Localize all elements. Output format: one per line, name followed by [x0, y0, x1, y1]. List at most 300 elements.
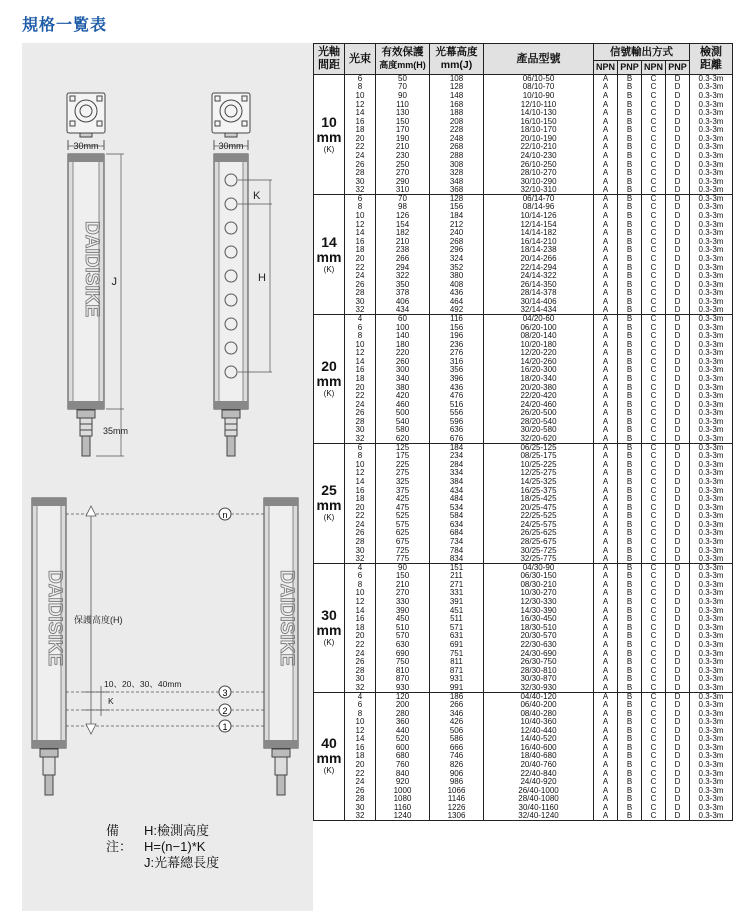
output-cell: C: [642, 684, 666, 693]
protect-height-cell: 210: [376, 143, 430, 152]
table-row: [314, 358, 733, 367]
output-cell: C: [642, 478, 666, 487]
protect-height-cell: 60: [376, 315, 430, 324]
beams-cell: 18: [345, 752, 376, 761]
curtain-length-cell: 284: [430, 461, 484, 470]
beams-cell: 20: [345, 255, 376, 264]
table-row: [314, 195, 733, 204]
pitch-cell: 20 mm (K): [314, 315, 345, 444]
output-cell: D: [666, 503, 690, 512]
protect-height-cell: 126: [376, 212, 430, 221]
protect-height-cell: 275: [376, 469, 430, 478]
output-cell: B: [618, 340, 642, 349]
model-cell: 22/14-294: [484, 263, 594, 272]
model-cell: 20/20-380: [484, 383, 594, 392]
protect-height-cell: 350: [376, 280, 430, 289]
note-line: H=(n−1)*K: [144, 839, 206, 854]
beams-cell: 12: [345, 220, 376, 229]
model-cell: 08/10-70: [484, 83, 594, 92]
output-cell: A: [594, 503, 618, 512]
distance-cell: 0.3-3m: [690, 461, 733, 470]
distance-cell: 0.3-3m: [690, 486, 733, 495]
distance-cell: 0.3-3m: [690, 100, 733, 109]
output-cell: B: [618, 786, 642, 795]
protect-height-cell: 325: [376, 478, 430, 487]
beams-cell: 28: [345, 418, 376, 427]
table-row: [314, 366, 733, 375]
protect-height-cell: 322: [376, 272, 430, 281]
output-cell: D: [666, 75, 690, 84]
table-row: [314, 298, 733, 307]
curtain-length-cell: 346: [430, 709, 484, 718]
marker-n: n: [222, 510, 228, 520]
distance-cell: 0.3-3m: [690, 195, 733, 204]
protect-height-cell: 182: [376, 229, 430, 238]
protect-height-cell: 725: [376, 546, 430, 555]
model-cell: 20/14-266: [484, 255, 594, 264]
table-row: [314, 186, 733, 195]
output-cell: A: [594, 804, 618, 813]
distance-cell: 0.3-3m: [690, 435, 733, 444]
output-cell: A: [594, 375, 618, 384]
table-row: [314, 709, 733, 718]
beams-cell: 30: [345, 675, 376, 684]
distance-cell: 0.3-3m: [690, 744, 733, 753]
curtain-length-cell: 316: [430, 358, 484, 367]
protect-height-cell: 90: [376, 563, 430, 572]
output-cell: B: [618, 555, 642, 564]
beams-cell: 32: [345, 684, 376, 693]
beams-cell: 8: [345, 332, 376, 341]
protect-height-cell: 98: [376, 203, 430, 212]
header-npn-2: NPN: [642, 61, 666, 75]
output-cell: D: [666, 486, 690, 495]
beams-cell: 10: [345, 340, 376, 349]
curtain-length-cell: 826: [430, 761, 484, 770]
beams-cell: 16: [345, 486, 376, 495]
model-cell: 24/25-575: [484, 521, 594, 530]
output-cell: C: [642, 804, 666, 813]
output-cell: C: [642, 272, 666, 281]
beams-cell: 30: [345, 546, 376, 555]
curtain-length-cell: 906: [430, 769, 484, 778]
protect-height-cell: 310: [376, 186, 430, 195]
output-cell: B: [618, 615, 642, 624]
distance-cell: 0.3-3m: [690, 675, 733, 684]
protect-height-cell: 170: [376, 126, 430, 135]
output-cell: A: [594, 75, 618, 84]
output-cell: C: [642, 692, 666, 701]
distance-cell: 0.3-3m: [690, 692, 733, 701]
beams-cell: 4: [345, 692, 376, 701]
model-cell: 28/10-270: [484, 169, 594, 178]
beams-cell: 24: [345, 272, 376, 281]
output-cell: B: [618, 298, 642, 307]
model-cell: 18/40-680: [484, 752, 594, 761]
notes-label: 備注：: [106, 823, 133, 854]
model-cell: 28/14-378: [484, 289, 594, 298]
spec-table-body: [314, 75, 733, 821]
curtain-length-cell: 348: [430, 177, 484, 186]
output-cell: D: [666, 375, 690, 384]
distance-cell: 0.3-3m: [690, 117, 733, 126]
beams-cell: 12: [345, 349, 376, 358]
table-row: [314, 624, 733, 633]
output-cell: C: [642, 452, 666, 461]
table-row: [314, 443, 733, 452]
output-cell: D: [666, 495, 690, 504]
beams-cell: 30: [345, 177, 376, 186]
distance-cell: 0.3-3m: [690, 280, 733, 289]
table-row: [314, 744, 733, 753]
output-cell: A: [594, 177, 618, 186]
beams-cell: 4: [345, 315, 376, 324]
output-cell: C: [642, 75, 666, 84]
protect-height-cell: 180: [376, 340, 430, 349]
sensor-pair-left: [32, 498, 66, 795]
sensor-side-top: [212, 93, 250, 137]
output-cell: B: [618, 212, 642, 221]
curtain-length-cell: 1066: [430, 786, 484, 795]
brand-watermark-left: DAIDISIKE: [44, 569, 65, 667]
output-cell: B: [618, 203, 642, 212]
output-cell: B: [618, 701, 642, 710]
model-cell: 12/20-220: [484, 349, 594, 358]
output-cell: A: [594, 195, 618, 204]
table-row: [314, 812, 733, 821]
output-cell: B: [618, 92, 642, 101]
output-cell: A: [594, 220, 618, 229]
protect-height-cell: 440: [376, 726, 430, 735]
output-cell: A: [594, 675, 618, 684]
distance-cell: 0.3-3m: [690, 778, 733, 787]
model-cell: 04/20-60: [484, 315, 594, 324]
output-cell: D: [666, 400, 690, 409]
output-cell: C: [642, 615, 666, 624]
curtain-length-cell: 248: [430, 135, 484, 144]
table-row: [314, 572, 733, 581]
output-cell: B: [618, 126, 642, 135]
output-cell: B: [618, 358, 642, 367]
beams-cell: 8: [345, 452, 376, 461]
output-cell: C: [642, 298, 666, 307]
output-cell: B: [618, 469, 642, 478]
protect-height-cell: 425: [376, 495, 430, 504]
curtain-length-cell: 516: [430, 400, 484, 409]
protect-height-cell: 330: [376, 598, 430, 607]
distance-cell: 0.3-3m: [690, 375, 733, 384]
distance-cell: 0.3-3m: [690, 340, 733, 349]
distance-cell: 0.3-3m: [690, 203, 733, 212]
output-cell: D: [666, 752, 690, 761]
output-cell: A: [594, 709, 618, 718]
beams-cell: 8: [345, 709, 376, 718]
distance-cell: 0.3-3m: [690, 263, 733, 272]
output-cell: A: [594, 615, 618, 624]
model-cell: 22/20-420: [484, 392, 594, 401]
output-cell: C: [642, 761, 666, 770]
output-cell: A: [594, 563, 618, 572]
output-cell: C: [642, 358, 666, 367]
output-cell: A: [594, 306, 618, 315]
output-cell: B: [618, 641, 642, 650]
model-cell: 30/14-406: [484, 298, 594, 307]
output-cell: A: [594, 795, 618, 804]
curtain-length-cell: 268: [430, 143, 484, 152]
output-cell: A: [594, 744, 618, 753]
model-cell: 18/30-510: [484, 624, 594, 633]
protect-height-cell: 840: [376, 769, 430, 778]
protect-height-cell: 760: [376, 761, 430, 770]
beams-cell: 14: [345, 735, 376, 744]
model-cell: 26/40-1000: [484, 786, 594, 795]
curtain-length-cell: 156: [430, 323, 484, 332]
output-cell: D: [666, 512, 690, 521]
protect-height-cell: 360: [376, 718, 430, 727]
output-cell: B: [618, 383, 642, 392]
output-cell: B: [618, 100, 642, 109]
distance-cell: 0.3-3m: [690, 143, 733, 152]
protect-height-cell: 100: [376, 323, 430, 332]
model-cell: 06/25-125: [484, 443, 594, 452]
output-cell: A: [594, 435, 618, 444]
beams-cell: 18: [345, 126, 376, 135]
pair-label-k: K: [108, 696, 114, 706]
distance-cell: 0.3-3m: [690, 383, 733, 392]
output-cell: C: [642, 143, 666, 152]
curtain-length-cell: 931: [430, 675, 484, 684]
output-cell: C: [642, 237, 666, 246]
table-row: [314, 478, 733, 487]
beams-cell: 32: [345, 306, 376, 315]
output-cell: B: [618, 169, 642, 178]
output-cell: B: [618, 795, 642, 804]
output-cell: D: [666, 169, 690, 178]
distance-cell: 0.3-3m: [690, 186, 733, 195]
output-cell: D: [666, 461, 690, 470]
header-beams: 光束: [345, 44, 376, 75]
output-cell: C: [642, 400, 666, 409]
output-cell: C: [642, 495, 666, 504]
distance-cell: 0.3-3m: [690, 92, 733, 101]
output-cell: A: [594, 383, 618, 392]
output-cell: D: [666, 323, 690, 332]
distance-cell: 0.3-3m: [690, 529, 733, 538]
brand-watermark: DAIDISIKE: [81, 220, 102, 318]
output-cell: C: [642, 349, 666, 358]
beams-cell: 24: [345, 778, 376, 787]
label-j: J: [111, 276, 117, 288]
marker-2: 2: [222, 706, 228, 716]
output-cell: D: [666, 255, 690, 264]
table-row: [314, 581, 733, 590]
output-cell: B: [618, 75, 642, 84]
output-cell: A: [594, 812, 618, 821]
pitch-cell: 30 mm (K): [314, 563, 345, 692]
curtain-length-cell: 212: [430, 220, 484, 229]
table-row: [314, 684, 733, 693]
protect-height-cell: 1000: [376, 786, 430, 795]
table-row: [314, 649, 733, 658]
output-cell: B: [618, 486, 642, 495]
protect-height-cell: 130: [376, 109, 430, 118]
output-cell: C: [642, 315, 666, 324]
protect-height-cell: 920: [376, 778, 430, 787]
beams-cell: 4: [345, 563, 376, 572]
model-cell: 18/14-238: [484, 246, 594, 255]
output-cell: D: [666, 812, 690, 821]
output-cell: A: [594, 624, 618, 633]
output-cell: C: [642, 443, 666, 452]
beams-cell: 10: [345, 589, 376, 598]
beams-cell: 22: [345, 263, 376, 272]
protect-height-cell: 930: [376, 684, 430, 693]
output-cell: D: [666, 435, 690, 444]
table-row: [314, 203, 733, 212]
output-cell: D: [666, 529, 690, 538]
output-cell: C: [642, 152, 666, 161]
output-cell: C: [642, 812, 666, 821]
output-cell: A: [594, 117, 618, 126]
output-cell: D: [666, 478, 690, 487]
output-cell: D: [666, 220, 690, 229]
distance-cell: 0.3-3m: [690, 332, 733, 341]
header-protect-height: 有效保護 高度mm(H): [376, 44, 430, 75]
model-cell: 18/25-425: [484, 495, 594, 504]
output-cell: D: [666, 195, 690, 204]
curtain-length-cell: 331: [430, 589, 484, 598]
output-cell: D: [666, 340, 690, 349]
protect-height-cell: 870: [376, 675, 430, 684]
output-cell: A: [594, 212, 618, 221]
output-cell: D: [666, 306, 690, 315]
output-cell: D: [666, 383, 690, 392]
dim-30-right: 30mm: [218, 141, 244, 151]
beams-cell: 6: [345, 701, 376, 710]
protect-height-cell: 90: [376, 92, 430, 101]
table-row: [314, 75, 733, 84]
model-cell: 20/10-190: [484, 135, 594, 144]
beams-cell: 6: [345, 75, 376, 84]
output-cell: A: [594, 426, 618, 435]
distance-cell: 0.3-3m: [690, 701, 733, 710]
beams-cell: 26: [345, 529, 376, 538]
output-cell: B: [618, 195, 642, 204]
beams-cell: 20: [345, 135, 376, 144]
table-row: [314, 658, 733, 667]
curtain-length-cell: 266: [430, 701, 484, 710]
beams-cell: 30: [345, 804, 376, 813]
beams-cell: 16: [345, 615, 376, 624]
distance-cell: 0.3-3m: [690, 366, 733, 375]
curtain-length-cell: 184: [430, 212, 484, 221]
beams-cell: 26: [345, 280, 376, 289]
output-cell: B: [618, 666, 642, 675]
beams-cell: 32: [345, 435, 376, 444]
output-cell: C: [642, 160, 666, 169]
table-row: [314, 229, 733, 238]
output-cell: A: [594, 100, 618, 109]
output-cell: A: [594, 280, 618, 289]
protect-height-cell: 625: [376, 529, 430, 538]
model-cell: 16/10-150: [484, 117, 594, 126]
output-cell: A: [594, 152, 618, 161]
protect-height-cell: 270: [376, 589, 430, 598]
output-cell: D: [666, 778, 690, 787]
output-cell: D: [666, 212, 690, 221]
output-cell: A: [594, 512, 618, 521]
curtain-length-cell: 271: [430, 581, 484, 590]
beams-cell: 26: [345, 658, 376, 667]
curtain-length-cell: 534: [430, 503, 484, 512]
curtain-length-cell: 391: [430, 598, 484, 607]
protect-height-cell: 210: [376, 237, 430, 246]
output-cell: B: [618, 718, 642, 727]
distance-cell: 0.3-3m: [690, 563, 733, 572]
protect-height-cell: 580: [376, 426, 430, 435]
curtain-length-cell: 492: [430, 306, 484, 315]
beams-cell: 20: [345, 503, 376, 512]
header-output: 信號輸出方式: [594, 44, 690, 61]
output-cell: C: [642, 246, 666, 255]
model-cell: 16/25-375: [484, 486, 594, 495]
output-cell: B: [618, 752, 642, 761]
distance-cell: 0.3-3m: [690, 177, 733, 186]
table-row: [314, 392, 733, 401]
output-cell: C: [642, 598, 666, 607]
output-cell: B: [618, 435, 642, 444]
output-cell: C: [642, 126, 666, 135]
header-curtain-length: 光幕高度 mm(J): [430, 44, 484, 75]
distance-cell: 0.3-3m: [690, 624, 733, 633]
output-cell: B: [618, 375, 642, 384]
output-cell: B: [618, 263, 642, 272]
curtain-length-cell: 356: [430, 366, 484, 375]
protect-height-cell: 406: [376, 298, 430, 307]
distance-cell: 0.3-3m: [690, 126, 733, 135]
brand-watermark-right: DAIDISIKE: [276, 569, 297, 667]
protect-height-cell: 680: [376, 752, 430, 761]
distance-cell: 0.3-3m: [690, 298, 733, 307]
beams-cell: 32: [345, 555, 376, 564]
output-cell: D: [666, 92, 690, 101]
output-cell: B: [618, 769, 642, 778]
protect-height-cell: 750: [376, 658, 430, 667]
output-cell: B: [618, 83, 642, 92]
output-cell: A: [594, 786, 618, 795]
beams-cell: 32: [345, 812, 376, 821]
distance-cell: 0.3-3m: [690, 323, 733, 332]
diagram-panel: [22, 43, 313, 911]
beams-cell: 14: [345, 229, 376, 238]
table-row: [314, 220, 733, 229]
output-cell: C: [642, 220, 666, 229]
distance-cell: 0.3-3m: [690, 315, 733, 324]
output-cell: D: [666, 109, 690, 118]
beams-cell: 28: [345, 169, 376, 178]
output-cell: D: [666, 237, 690, 246]
output-cell: D: [666, 521, 690, 530]
table-row: [314, 701, 733, 710]
model-cell: 06/30-150: [484, 572, 594, 581]
output-cell: D: [666, 761, 690, 770]
output-cell: C: [642, 538, 666, 547]
beams-cell: 6: [345, 323, 376, 332]
beams-cell: 10: [345, 718, 376, 727]
model-cell: 10/30-270: [484, 589, 594, 598]
output-cell: A: [594, 255, 618, 264]
protect-height-cell: 150: [376, 572, 430, 581]
